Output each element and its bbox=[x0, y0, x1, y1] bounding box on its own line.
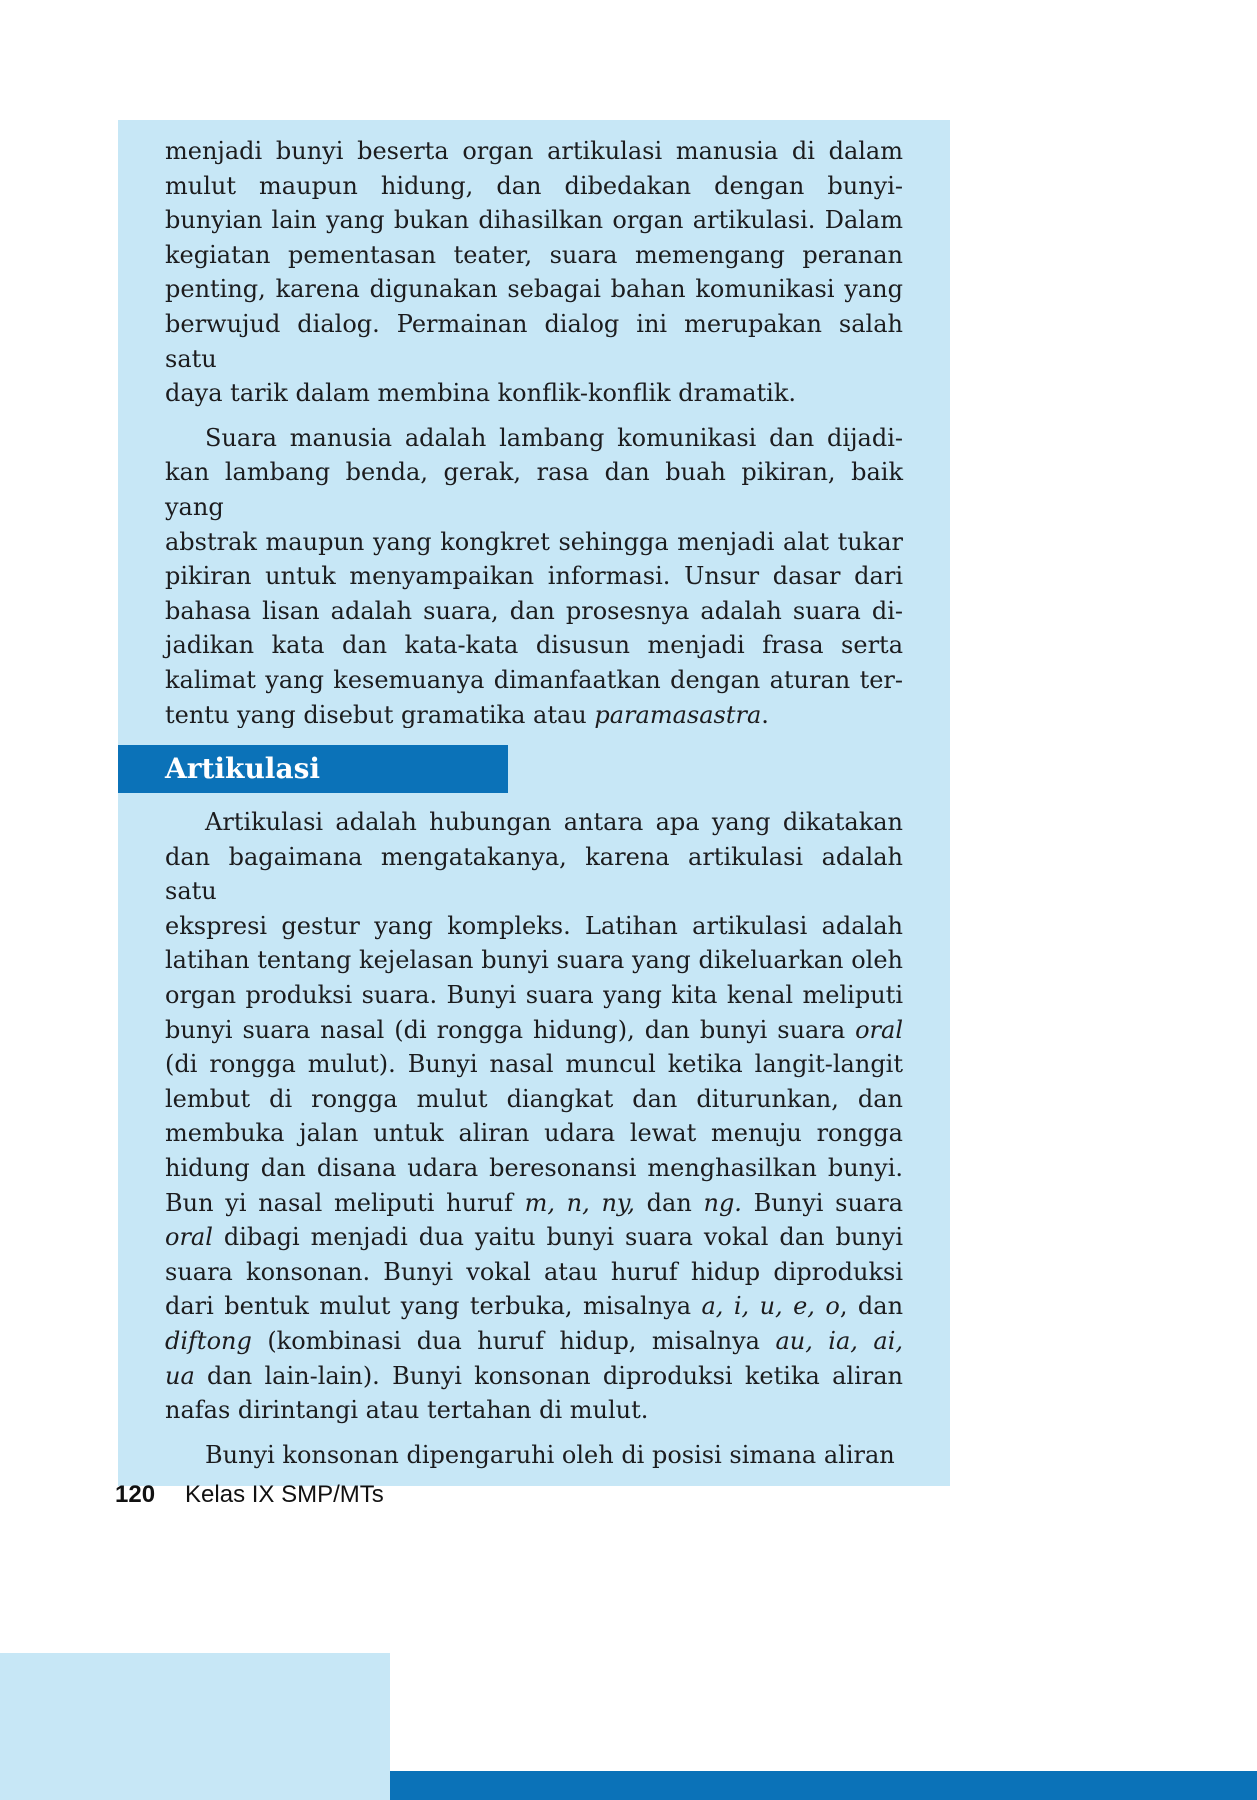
text-line: Bunyi konsonan dipengaruhi oleh di posisi simana aliran bbox=[205, 1440, 895, 1469]
text-line: bunyian lain yang bukan dihasilkan organ artikulasi. Dalam bbox=[165, 206, 903, 235]
text-line: daya tarik dalam membina konflik-konflik dramatik. bbox=[165, 379, 797, 408]
paragraph bbox=[165, 1438, 903, 1473]
text-line: ua dan lain-lain). Bunyi konsonan diproduksi ketika aliran bbox=[165, 1361, 903, 1390]
text-line: pikiran untuk menyampaikan informasi. Unsur dasar dari bbox=[165, 562, 903, 591]
bottom-bar-decoration bbox=[390, 1771, 1257, 1800]
text-line: menjadi bunyi beserta organ artikulasi manusia di dalam bbox=[165, 137, 903, 165]
text-line: lembut di rongga mulut diangkat dan diturunkan, dan bbox=[165, 1084, 903, 1113]
bottom-left-decoration bbox=[0, 1653, 390, 1800]
section-header-artikulasi bbox=[118, 745, 508, 793]
intro-text-box bbox=[118, 120, 950, 744]
text-line: diftong (kombinasi dua huruf hidup, misalnya au, ia, ai, bbox=[165, 1326, 903, 1355]
text-line: dan bagaimana mengatakanya, karena artikulasi adalah satu bbox=[165, 842, 903, 906]
text-line: (di rongga mulut). Bunyi nasal muncul ketika langit-langit bbox=[165, 1050, 903, 1079]
text-line: oral dibagi menjadi dua yaitu bunyi suara vokal dan bunyi bbox=[165, 1223, 903, 1252]
text-line: membuka jalan untuk aliran udara lewat menuju rongga bbox=[165, 1119, 903, 1148]
page-footer bbox=[115, 1481, 384, 1509]
text-line: kan lambang benda, gerak, rasa dan buah pikiran, baik yang bbox=[165, 458, 903, 521]
text-line: latihan tentang kejelasan bunyi suara yang dikeluarkan oleh bbox=[165, 946, 903, 975]
paragraph bbox=[165, 805, 903, 1428]
intro-paragraphs bbox=[165, 134, 903, 732]
text-line: abstrak maupun yang kongkret sehingga menjadi alat tukar bbox=[165, 527, 903, 556]
text-line: kegiatan pementasan teater, suara memengang peranan bbox=[165, 240, 903, 269]
text-line: mulut maupun hidung, dan dibedakan dengan bunyi- bbox=[165, 171, 903, 200]
artikulasi-section-box bbox=[118, 728, 950, 1486]
book-title: Kelas IX SMP/MTs bbox=[185, 1481, 384, 1508]
text-line: dari bentuk mulut yang terbuka, misalnya a, i, u, e, o, dan bbox=[165, 1292, 904, 1321]
text-line: Bun yi nasal meliputi huruf m, n, ny, dan ng. Bunyi suara bbox=[165, 1188, 904, 1217]
text-line: organ produksi suara. Bunyi suara yang kita kenal meliputi bbox=[165, 980, 903, 1009]
text-line: Suara manusia adalah lambang komunikasi dan dijadi- bbox=[205, 423, 903, 452]
text-line: tentu yang disebut gramatika atau paramasastra. bbox=[165, 700, 769, 729]
section-title: Artikulasi bbox=[165, 752, 320, 785]
text-line: berwujud dialog. Permainan dialog ini merupakan salah satu bbox=[165, 309, 903, 373]
page-number: 120 bbox=[115, 1481, 156, 1508]
text-line: bahasa lisan adalah suara, dan prosesnya adalah suara di- bbox=[165, 596, 903, 625]
paragraph bbox=[165, 421, 903, 732]
text-line: bunyi suara nasal (di rongga hidung), dan bunyi suara oral bbox=[165, 1015, 903, 1044]
text-line: suara konsonan. Bunyi vokal atau huruf hidup diproduksi bbox=[165, 1257, 903, 1286]
text-line: penting, karena digunakan sebagai bahan komunikasi yang bbox=[165, 275, 903, 304]
text-line: nafas dirintangi atau tertahan di mulut. bbox=[165, 1396, 649, 1425]
text-line: Artikulasi adalah hubungan antara apa yang dikatakan bbox=[205, 808, 903, 836]
artikulasi-paragraphs bbox=[118, 793, 950, 1472]
text-line: kalimat yang kesemuanya dimanfaatkan dengan aturan ter- bbox=[165, 665, 903, 694]
text-line: hidung dan disana udara beresonansi menghasilkan bunyi. bbox=[165, 1153, 903, 1182]
paragraph bbox=[165, 134, 903, 411]
text-line: jadikan kata dan kata-kata disusun menjadi frasa serta bbox=[165, 631, 903, 660]
text-line: ekspresi gestur yang kompleks. Latihan artikulasi adalah bbox=[165, 911, 903, 940]
